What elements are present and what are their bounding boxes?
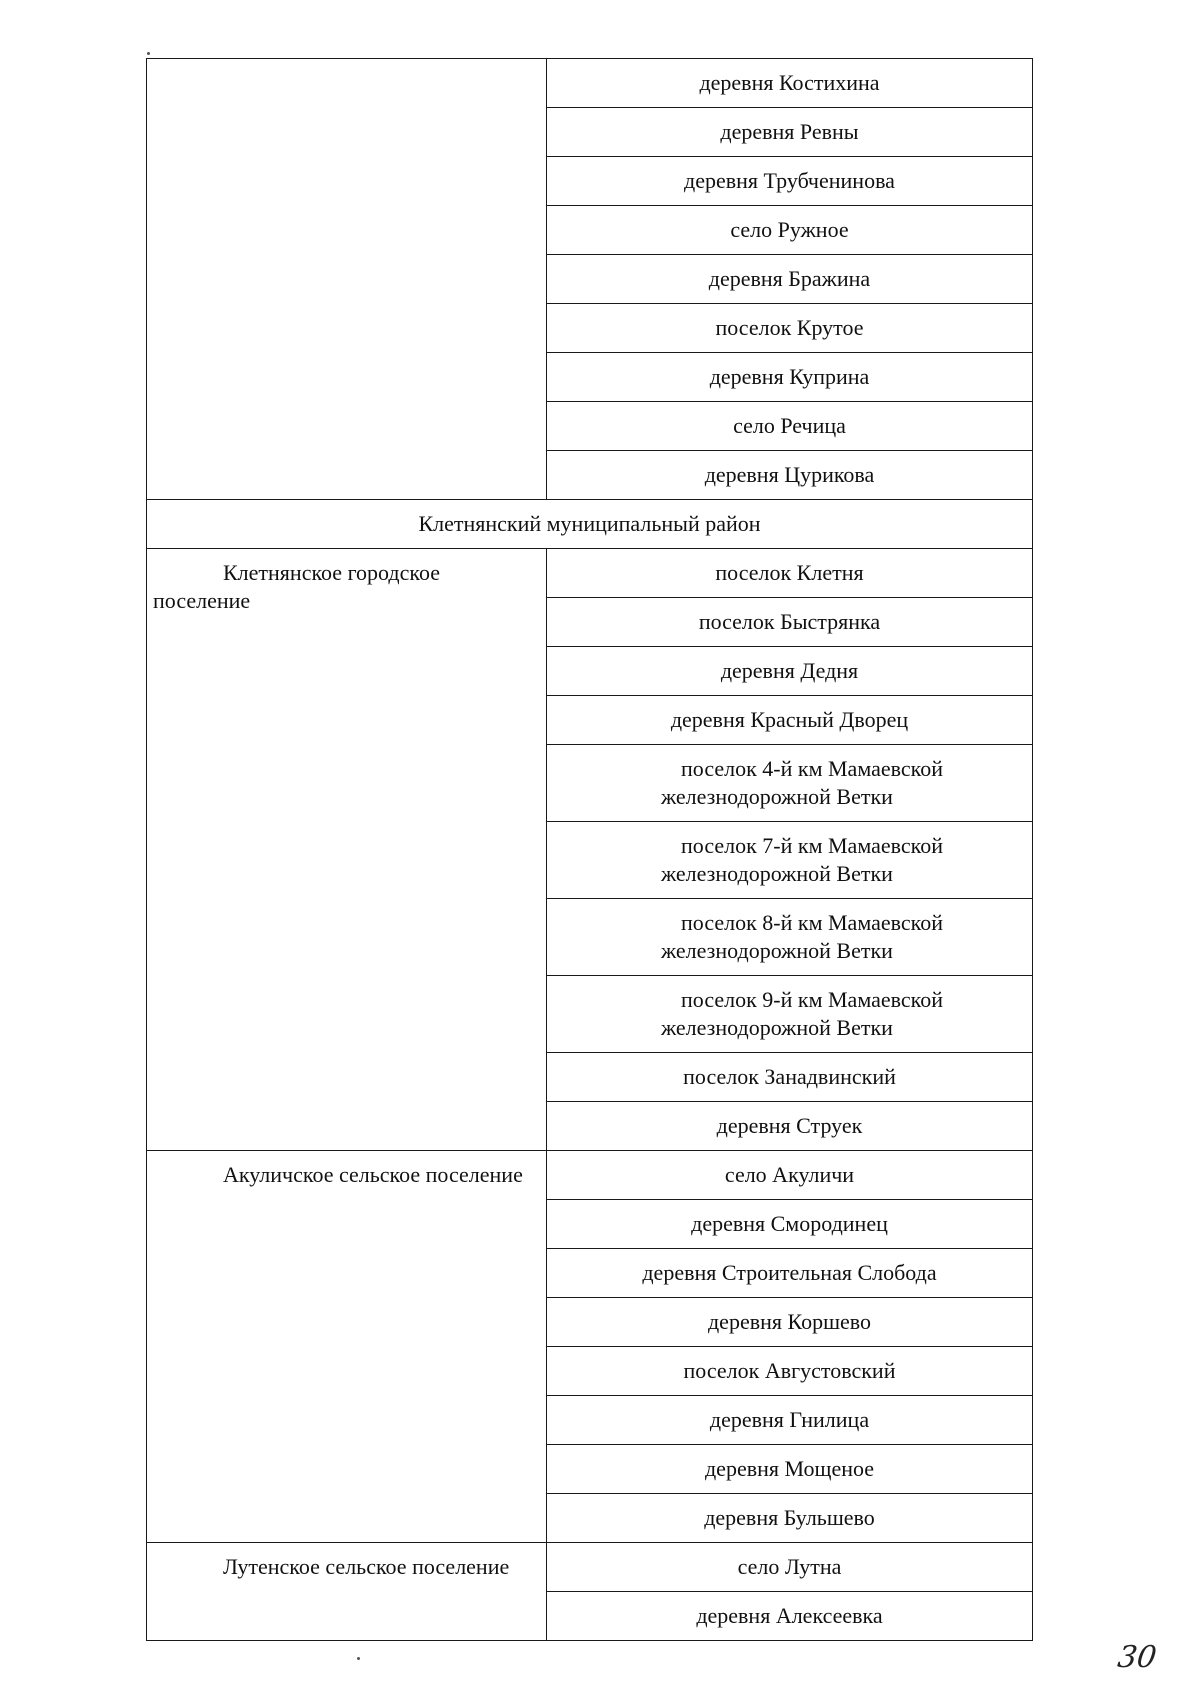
place-cell: деревня Коршево bbox=[547, 1298, 1033, 1347]
settlement-cell-akulichi bbox=[147, 1151, 547, 1543]
place-cell bbox=[547, 745, 1033, 822]
place-cell: поселок Клетня bbox=[547, 549, 1033, 598]
place-name: поселок 9-й км Мамаевской железнодорожной Ветки bbox=[661, 987, 943, 1040]
village-cell: деревня Костихина bbox=[547, 59, 1033, 108]
place-cell: деревня Красный Дворец bbox=[547, 696, 1033, 745]
place-cell: деревня Алексеевка bbox=[547, 1592, 1033, 1641]
village-cell: деревня Бражина bbox=[547, 255, 1033, 304]
place-cell bbox=[547, 899, 1033, 976]
village-cell: село Ружное bbox=[547, 206, 1033, 255]
settlement-name: Акуличское сельское поселение bbox=[223, 1162, 523, 1187]
settlement-name: Клетнянское городское поселение bbox=[153, 560, 440, 613]
village-cell: деревня Куприна bbox=[547, 353, 1033, 402]
table-row bbox=[147, 59, 1033, 108]
place-cell: село Акуличи bbox=[547, 1151, 1033, 1200]
place-cell: деревня Бульшево bbox=[547, 1494, 1033, 1543]
settlements-table bbox=[146, 58, 1033, 1641]
place-cell: деревня Гнилица bbox=[547, 1396, 1033, 1445]
place-cell: деревня Строительная Слобода bbox=[547, 1249, 1033, 1298]
place-cell: деревня Дедня bbox=[547, 647, 1033, 696]
table-row bbox=[147, 549, 1033, 598]
place-cell: деревня Струек bbox=[547, 1102, 1033, 1151]
place-name: поселок 7-й км Мамаевской железнодорожной Ветки bbox=[661, 833, 943, 886]
village-cell: деревня Цурикова bbox=[547, 451, 1033, 500]
page-number: 30 bbox=[1115, 1640, 1159, 1675]
place-cell: село Лутна bbox=[547, 1543, 1033, 1592]
place-name: поселок 8-й км Мамаевской железнодорожной Ветки bbox=[661, 910, 943, 963]
settlement-name: Лутенское сельское поселение bbox=[223, 1554, 510, 1579]
place-cell: поселок Быстрянка bbox=[547, 598, 1033, 647]
place-cell: поселок Августовский bbox=[547, 1347, 1033, 1396]
village-cell: деревня Трубченинова bbox=[547, 157, 1033, 206]
settlement-cell-lutna bbox=[147, 1543, 547, 1641]
settlement-cell-kletnya bbox=[147, 549, 547, 1151]
table-row bbox=[147, 1543, 1033, 1592]
place-cell bbox=[547, 976, 1033, 1053]
village-cell: деревня Ревны bbox=[547, 108, 1033, 157]
empty-settlement-cell bbox=[147, 59, 547, 500]
district-row bbox=[147, 500, 1033, 549]
place-cell: поселок Занадвинский bbox=[547, 1053, 1033, 1102]
scan-speck bbox=[357, 1657, 360, 1660]
place-cell: деревня Смородинец bbox=[547, 1200, 1033, 1249]
table-row bbox=[147, 1151, 1033, 1200]
village-cell: село Речица bbox=[547, 402, 1033, 451]
district-title: Клетнянский муниципальный район bbox=[147, 500, 1033, 549]
place-cell: деревня Мощеное bbox=[547, 1445, 1033, 1494]
scan-speck bbox=[147, 52, 150, 55]
place-cell bbox=[547, 822, 1033, 899]
village-cell: поселок Крутое bbox=[547, 304, 1033, 353]
place-name: поселок 4-й км Мамаевской железнодорожной Ветки bbox=[661, 756, 943, 809]
